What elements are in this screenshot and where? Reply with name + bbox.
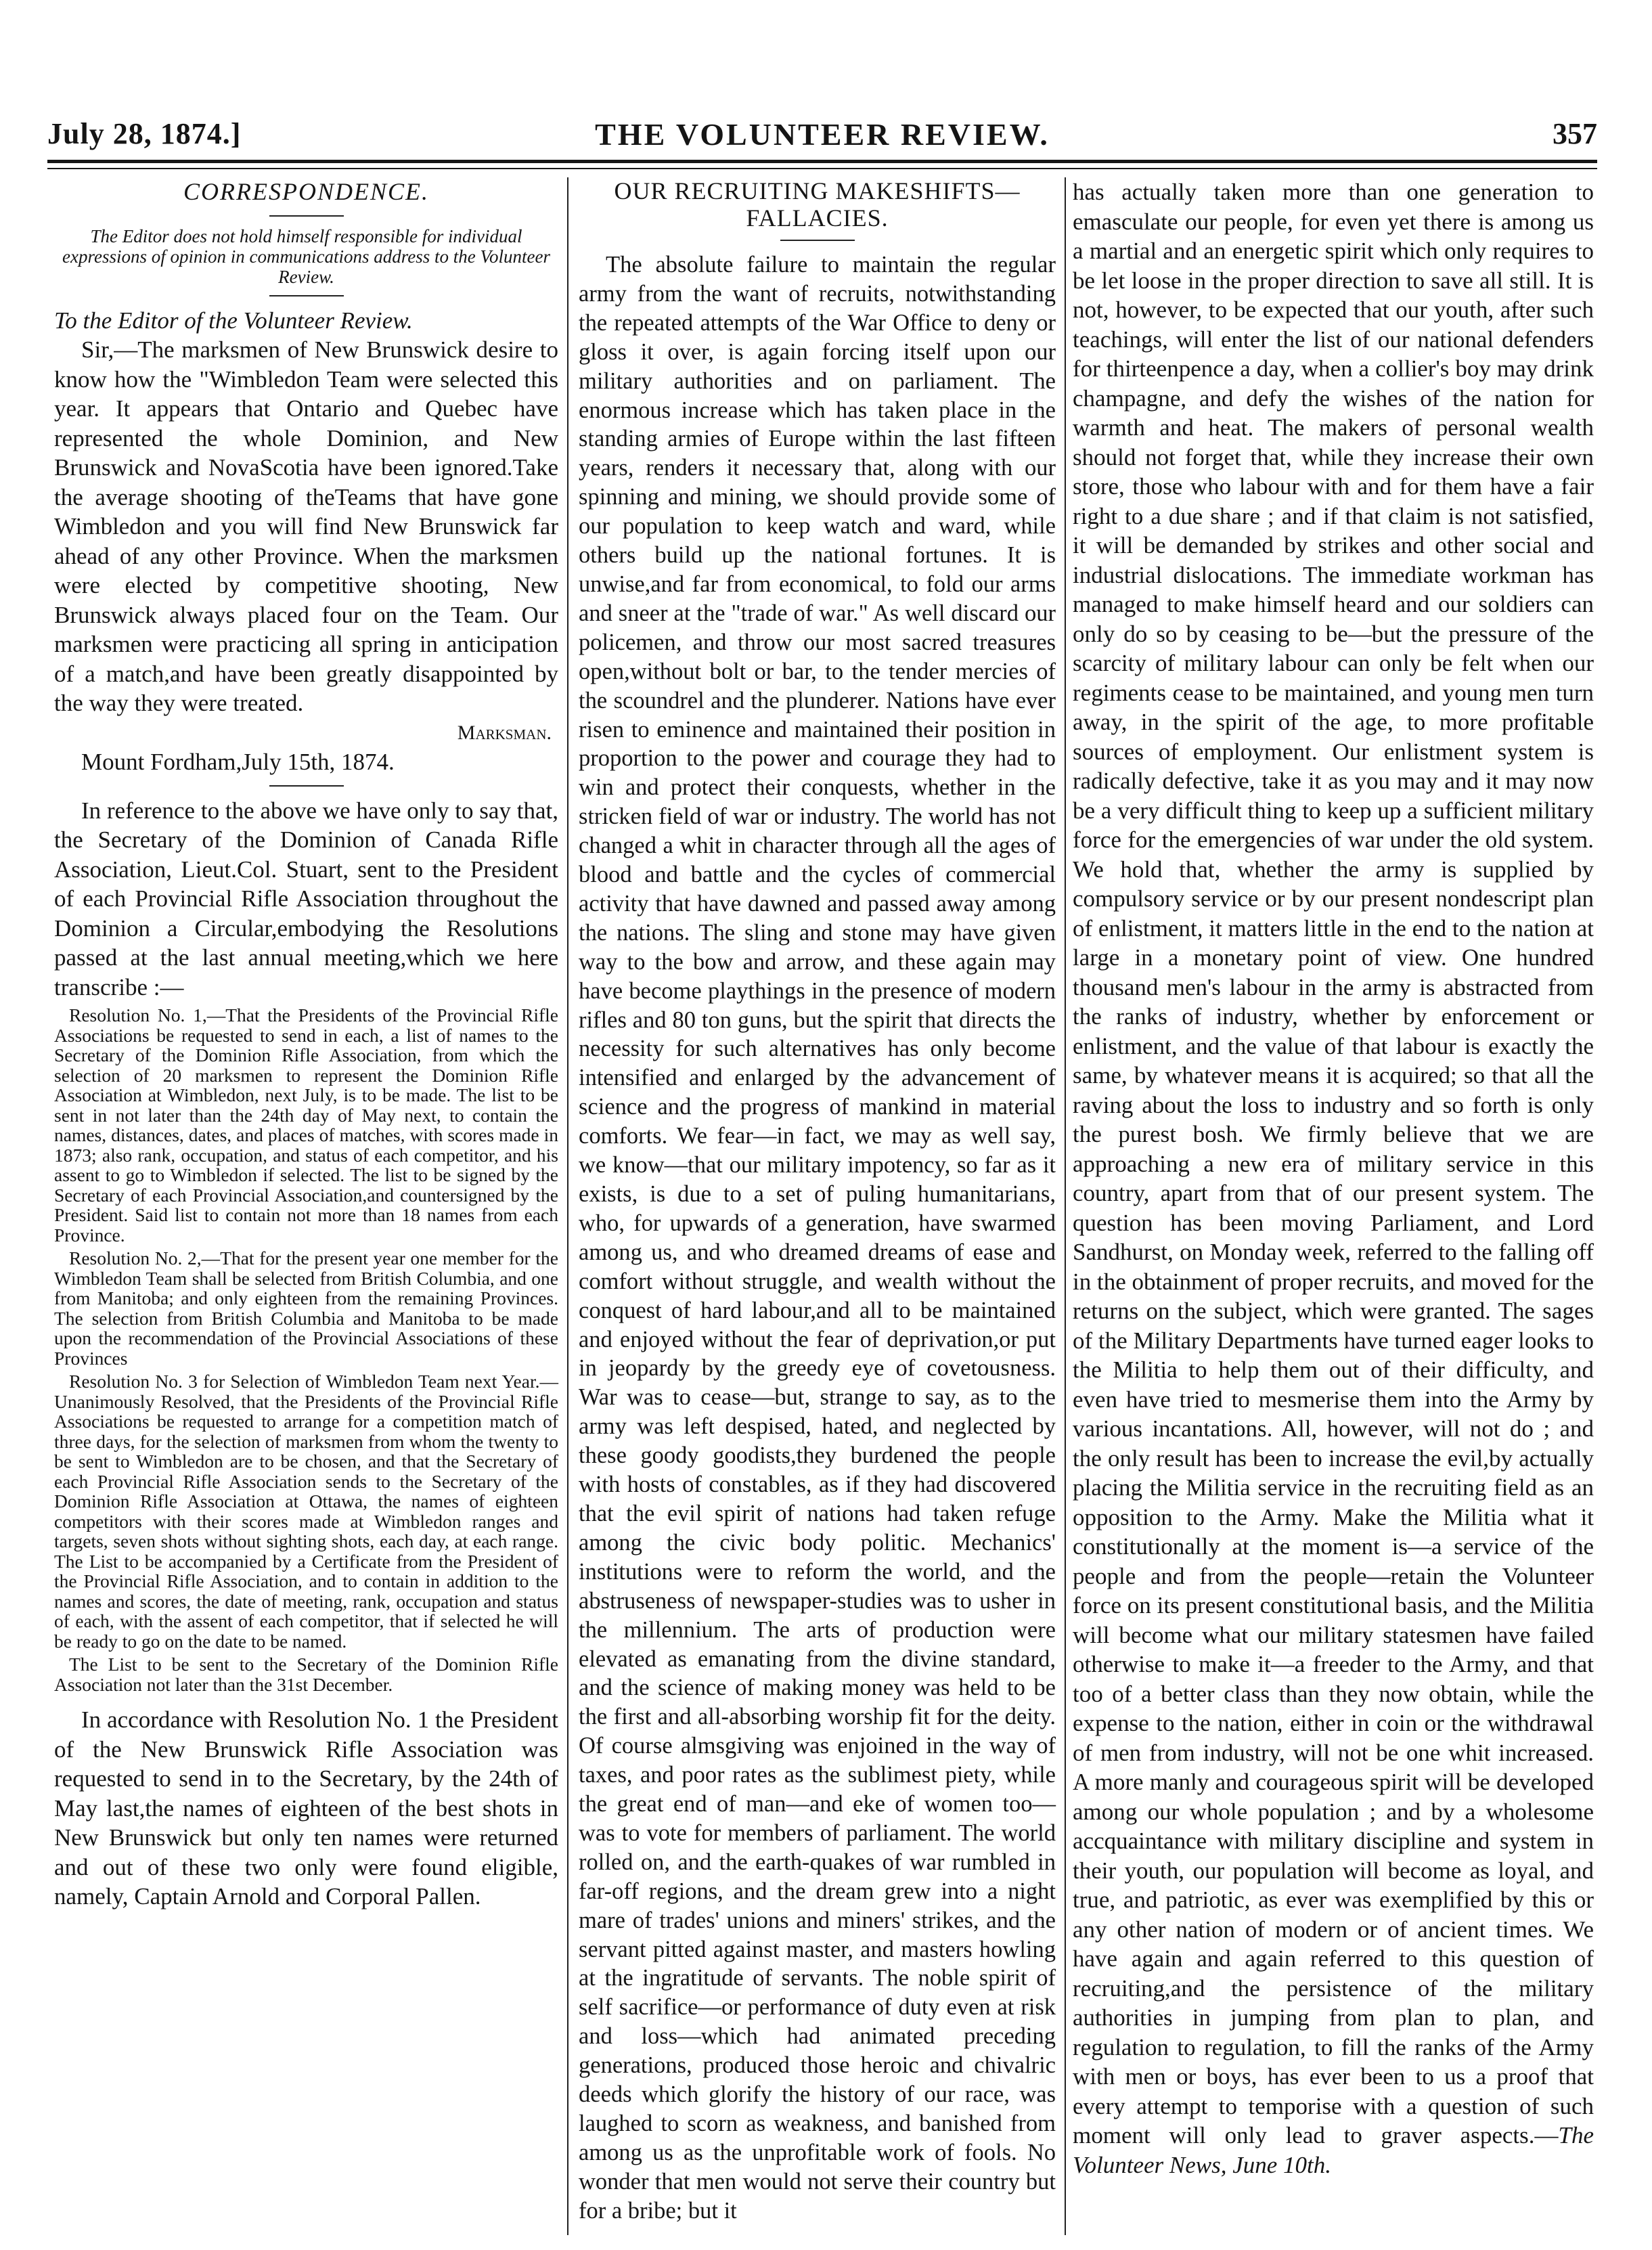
- column-correspondence: [54, 177, 558, 1912]
- article-heading: OUR RECRUITING MAKESHIFTS—FALLACIES.: [614, 177, 1021, 231]
- column-recruiting-article: [579, 177, 1056, 2226]
- short-rule: [269, 785, 344, 787]
- editor-disclaimer: The Editor does not hold himself responsible for individual expressions of opinion in communications address to the Volunteer Review.: [62, 225, 550, 287]
- publication-title: THE VOLUNTEER REVIEW.: [595, 117, 1050, 152]
- article-continuation-text: has actually taken more than one generation to emasculate our people, for even yet there is among us a martial and an energetic spirit which only requires to be let loose in the proper direction to save all still. It is not, however, to be expected that our youth, after such teachings, will enter the list of our national defenders for thirteenpence a day, when a collier's boy may drink champagne, and defy the wishes of the nation for warmth and heat. The makers of personal wealth should not forget that, while they increase their own store, those who labour with and for them have a fair right to a due share ; and if that claim is not satisfied, it will be demanded by strikes and other social and industrial dislocations. The immediate workman has managed to make himself heard and our soldiers can only do so by ceasing to be—but the pressure of the scarcity of military labour can only be felt when our regiments cease to be maintained, and young men turn away, in the spirit of the age, to more profitable sources of employment. Our enlistment system is radically defective, take it as you may and it may now be a very difficult thing to keep up a sufficient military force for the emergencies of war under the old system. We hold that, whether the army is supplied by compulsory service or by our present nondescript plan of enlistment, it matters little in the end to the nation at large in a monetary point of view. One hundred thousand men's labour in the army is abstracted from the ranks of industry, whether by enforcement or enlistment, and the value of that labour is exactly the same, by whatever means it is acquired; so that all the raving about the loss to industry and so forth is only the purest bosh. We firmly believe that we are approaching a new era of military service in this country, apart from that of our present system. The question has been moving Parliament, and Lord Sandhurst, on Monday week, referred to the falling off in the obtainment of proper recruits, and moved for the returns on the subject, which were granted. The sages of the Military Departments have turned eager looks to the Militia to help them out of their difficulty, and even have tried to mesmerise them into the Army by various incantations. All, however, will not do ; and the only result has been to increase the evil,by actually placing the Militia service in the recruiting field as an opposition to the Army. Make the Militia what it constitutionally at the moment is—a service of the people and from the people—retain the Volunteer force on its present constitutional basis, and the Militia will become what our military statesmen have failed otherwise to make it—a freeder to the Army, and that too of a better class than they now obtain, while the expense to the nation, either in coin or the withdrawal of men from industry, will not be one whit increased. A more manly and courageous spirit will be developed among our whole population ; and by a wholesome accquaintance with military discipline and system in their youth, our population will become as loyal, and true, and patriotic, as ever was exemplified by this or any other nation of modern or of ancient times. We have again and again referred to this question of recruiting,and the persistence of the military authorities in jumping from plan to plan, and regulation to regulation, to fill the ranks of the Army with men or boys, has ever been to us a proof that every attempt to temporise with a question of such moment will only lead to graver aspects.—: [1073, 179, 1594, 2148]
- short-rule: [269, 215, 344, 217]
- column-article-continued: [1073, 177, 1594, 2180]
- article-continuation: [1073, 177, 1594, 2180]
- resolution-tail: The List to be sent to the Secretary of the Dominion Rifle Association not later than the 31st December.: [54, 1654, 558, 1695]
- issue-date: July 28, 1874.]: [47, 117, 242, 150]
- column-divider-2: [1065, 177, 1066, 2235]
- letter-salutation: To the Editor of the Volunteer Review.: [54, 307, 413, 334]
- closing-paragraph: In accordance with Resolution No. 1 the President of the New Brunswick Rifle Association was requested to send in to the Secretary, by the 24th of May last,the names of eighteen of the best shots in New Brunswick but only ten names were returned and out of these two only were found eligible, namely, Captain Arnold and Corporal Pallen.: [54, 1706, 558, 1910]
- short-rule: [780, 240, 855, 241]
- page-number: 357: [1553, 117, 1597, 150]
- letter-signature: Marksman.: [457, 721, 552, 744]
- page-header: [47, 116, 1597, 157]
- resolution-2: Resolution No. 2,—That for the present year one member for the Wimbledon Team shall be selected from British Columbia, and one from Manitoba; and only eighteen from the remaining Provinces. The selection from British Columbia and Manitoba to be made upon the recommendation of the Provincial Associations of these Provinces: [54, 1248, 558, 1369]
- letter-place-date: Mount Fordham,July 15th, 1874.: [81, 749, 395, 775]
- resolution-3: Resolution No. 3 for Selection of Wimbledon Team next Year.—Unanimously Resolved, that the Presidents of the Provincial Rifle Associations be requested to arrange for a competition match of three days, for the selection of marksmen from whom the twenty to be sent to Wimbledon are to be chosen, and that the Secretary of each Provincial Rifle Association sends to the Secretary of the Dominion Rifle Association at Ottawa, the names of eighteen competitors with their scores made at Wimbledon ranges and targets, seven shots without sighting shots, each day, at each range. The List to be accompanied by a Certificate from the President of the Provincial Rifle Association, and to contain in addition to the names and scores, the date of meeting, rank, occupation and status of each, with the assent of each competitor, that if selected he will be ready to go on the date to be named.: [54, 1371, 558, 1652]
- article-source: The Volunteer News, June 10th.: [1073, 2122, 1594, 2178]
- header-rule-thick: [47, 160, 1597, 163]
- correspondence-heading: CORRESPONDENCE.: [183, 178, 429, 205]
- short-rule: [269, 295, 344, 296]
- header-rule-thin: [47, 168, 1597, 169]
- letter-body: Sir,—The marksmen of New Brunswick desire to know how the "Wimbledon Team were selected this year. It appears that Ontario and Quebec have represented the whole Dominion, and New Brunswick and NovaScotia have been ignored.Take the average shooting of theTeams that have gone Wimbledon and you will find New Brunswick far ahead of any other Province. When the marksmen were elected by competitive shooting, New Brunswick always placed four on the Team. Our marksmen were practicing all spring in anticipation of a match,and have been greatly disappointed by the way they were treated.: [54, 336, 558, 716]
- editorial-reply: In reference to the above we have only to say that, the Secretary of the Dominion of Canada Rifle Association, Lieut.Col. Stuart, sent to the President of each Provincial Rifle Association throughout the Dominion a Circular,embodying the Resolutions passed at the last annual meeting,which we here transcribe :—: [54, 797, 558, 1000]
- column-divider-1: [567, 177, 568, 2235]
- article-body: The absolute failure to maintain the regular army from the want of recruits, notwithstanding the repeated attempts of the War Office to deny or gloss it over, is again forcing itself upon our military authorities and on parliament. The enormous increase which has taken place in the standing armies of Europe within the last fifteen years, renders it necessary that, along with our spinning and mining, we should provide some of our population to keep watch and ward, while others build up the national fortunes. It is unwise,and far from economical, to fold our arms and sneer at the "trade of war." As well discard our policemen, and throw our most sacred treasures open,without bolt or bar, to the tender mercies of the scoundrel and the plunderer. Nations have ever risen to eminence and maintained their position in proportion to the power and courage they had to win and protect their conquests, whether in the stricken field of war or industry. The world has not changed a whit in character through all the ages of blood and battle and the cycles of commercial activity that have dawned and passed away among the nations. The sling and stone may have given way to the bow and arrow, and these again may have become playthings in the presence of modern rifles and 80 ton guns, but the spirit that directs the necessity for such alternatives has only become intensified and enlarged by the advancement of science and the progress of mankind in material comforts. We fear—in fact, we may as well say, we know—that our military impotency, so far as it exists, is due to a set of puling humanitarians, who, for upwards of a generation, have swarmed among us, and who dreamed dreams of ease and comfort without struggle, and wealth without the conquest of hard labour,and all to be maintained and enjoyed without the fear of deprivation,or put in jeopardy by the greedy eye of covetousness. War was to cease—but, strange to say, as to the army was left despised, hated, and neglected by these goody goodists,they burdened the people with hosts of constables, as if they had discovered that the evil spirit of nations had taken refuge among the civic body politic. Mechanics' institutions were to reform the world, and the abstruseness of newspaper-studies was to usher in the millennium. The arts of production were elevated as emanating from the divine standard, and the science of making money was held to be the first and all-absorbing worship fit for the deity. Of course almsgiving was enjoined in the way of taxes, and poor rates as the sublimest piety, while the great end of man—and eke of women too—was to vote for members of parliament. The world rolled on, and the earth-quakes of war rumbled in far-off regions, and the dream grew into a night mare of trades' unions and miners' strikes, and the servant pitted against master, and masters howling at the ingratitude of servants. The noble spirit of self sacrifice—or performance of duty even at risk and loss—which had animated preceding generations, produced those heroic and chivalric deeds which glorify the history of our race, was laughed to scorn as weakness, and banished from among us as the unprofitable work of fools. No wonder that men would not serve their country but for a bribe; but it: [579, 252, 1056, 2224]
- resolution-1: Resolution No. 1,—That the Presidents of the Provincial Rifle Associations be requested to send in each, a list of names to the Secretary of the Dominion Rifle Association, from which the selection of 20 marksmen to represent the Dominion Rifle Association at Wimbledon, next July, is to be made. The list to be sent in not later than the 24th day of May next, to contain the names, distances, dates, and places of matches, with scores made in 1873; also rank, occupation, and status of each competitor, and his assent to go to Wimbledon if selected. The list to be signed by the Secretary of each Provincial Association,and countersigned by the President. Said list to contain not more than 18 names from each Province.: [54, 1005, 558, 1245]
